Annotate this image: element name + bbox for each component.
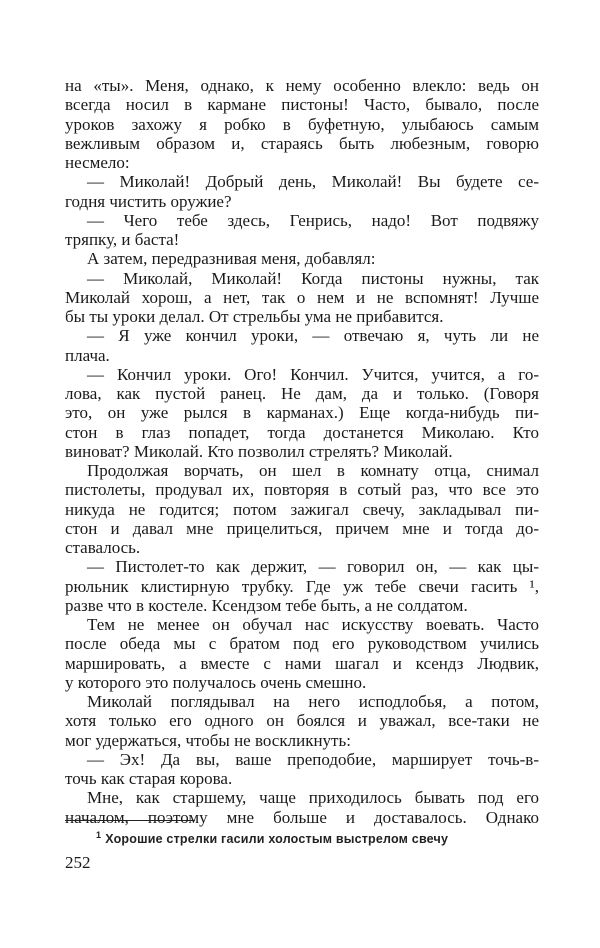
text-line: всегда носил в кармане пистоны! Часто, бывало, после <box>65 95 539 115</box>
text-line: плача. <box>65 345 110 365</box>
text-line: стон и давал мне прицелиться, причем мне и тогда до- <box>65 518 539 538</box>
text-line: лова, как пустой ранец. Не дам, да и только. (Говоря <box>65 384 539 403</box>
text-line: Миколай поглядывал на него исподлобья, а потом, <box>87 692 539 711</box>
text-line: годня чистить оружие? <box>65 191 232 211</box>
text-line: на «ты». Меня, однако, к нему особенно влекло: ведь он <box>65 76 539 95</box>
text-line: виноват? Миколай. Кто позволил стрелять? Миколай. <box>65 441 453 461</box>
text-line: вежливым образом и, стараясь быть любезным, говорю <box>65 133 539 153</box>
footnote-divider <box>65 820 195 821</box>
text-line: маршировать, а вместе с нами шагал и ксендз Людвик, <box>65 653 539 673</box>
text-line: А затем, передразнивая меня, добавлял: <box>87 249 376 269</box>
text-line: — Пистолет-то как держит, — говорил он, — как цы- <box>87 557 539 577</box>
text-line: уроков захожу я робко в буфетную, улыбаюсь самым <box>65 114 539 134</box>
text-line: после обеда мы с братом под его руководством учились <box>65 634 539 654</box>
text-line: — Я уже кончил уроки, — отвечаю я, чуть ли не <box>87 326 539 346</box>
text-line: Мне, как старшему, чаще приходилось бывать под его <box>87 788 539 808</box>
footnote <box>96 830 448 846</box>
page-body-text <box>65 76 539 827</box>
text-line: это, он уже рылся в карманах.) Еще когда-нибудь пи- <box>65 403 539 423</box>
text-line: мог удержаться, чтобы не воскликнуть: <box>65 730 351 750</box>
text-line: хотя только его одного он боялся и уважал, все-таки не <box>65 711 539 731</box>
text-line: Миколай хорош, а нет, так о нем и не вспомнят! Лучше <box>65 287 539 307</box>
text-line: тряпку, и баста! <box>65 230 180 249</box>
footnote-text: Хорошие стрелки гасили холостым выстрелом свечу <box>105 832 449 847</box>
text-line: рюльник клистирную трубку. Где уж тебе свечи гасить ¹, <box>65 576 539 596</box>
text-line: Тем не менее он обучал нас искусству воевать. Часто <box>87 615 539 634</box>
text-line: — Чего тебе здесь, Генрись, надо! Вот подвяжу <box>87 210 539 230</box>
text-line: у которого это получалось очень смешно. <box>65 672 367 692</box>
text-line: — Кончил уроки. Ого! Кончил. Учится, учится, а го- <box>87 364 539 384</box>
text-line: — Эх! Да вы, ваше преподобие, марширует точь-в- <box>87 749 539 769</box>
text-line: несмело: <box>65 153 130 172</box>
text-line: Продолжая ворчать, он шел в комнату отца, снимал <box>87 461 539 480</box>
text-line: точь как старая корова. <box>65 769 233 788</box>
text-line: — Миколай! Добрый день, Миколай! Вы будете се- <box>87 172 539 192</box>
text-line: разве что в костеле. Ксендзом тебе быть, а не солдатом. <box>65 595 468 615</box>
page-number: 252 <box>65 853 91 872</box>
text-line: началом, поэтому мне больше и доставалось. Однако <box>65 807 539 827</box>
text-line: стон в глаз попадет, тогда достанется Миколаю. Кто <box>65 422 539 442</box>
text-line: — Миколай, Миколай! Когда пистоны нужны, так <box>87 268 539 288</box>
text-line: никуда не годится; потом зажигал свечу, закладывал пи- <box>65 499 539 519</box>
text-line: пистолеты, продувал их, повторяя в сотый раз, что все это <box>65 480 539 500</box>
text-line: бы ты уроки делал. От стрельбы ума не прибавится. <box>65 307 444 326</box>
text-line: ставалось. <box>65 538 141 557</box>
footnote-mark: 1 <box>96 830 102 840</box>
